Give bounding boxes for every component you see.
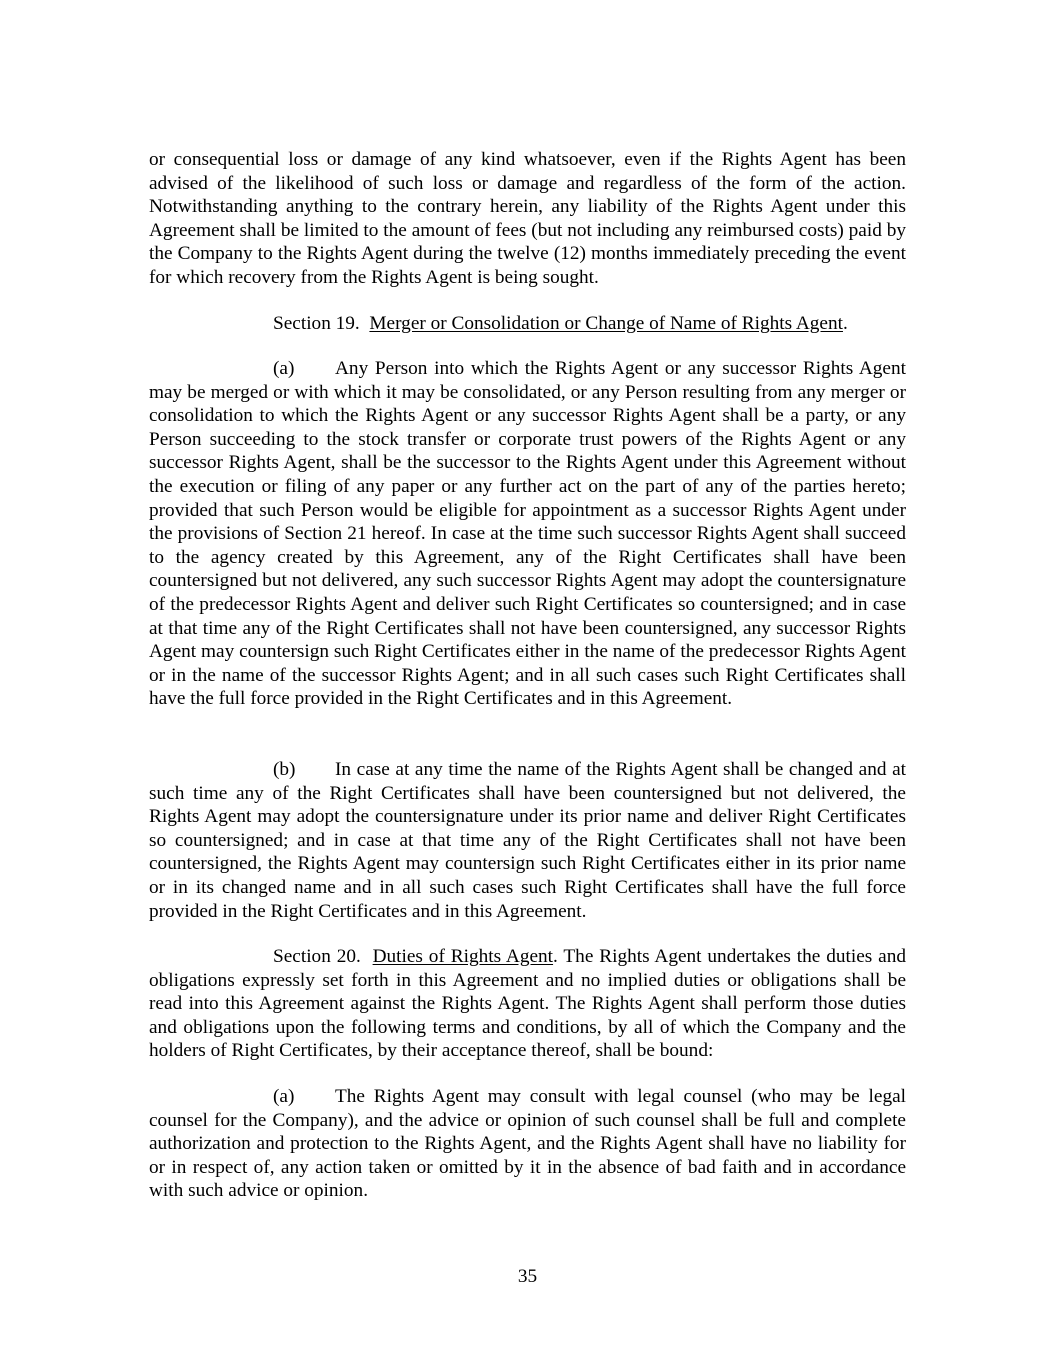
section-19-b-label: (b) (273, 759, 296, 780)
section-20-text: . The Rights Agent undertakes the duties and obligations expressly set forth in this Agreement and no implied duties or obligations shall be read into this Agreement against the Rights Agent. The Rights Agent shall perform those duties and obligations upon the following terms and conditions, by all of which the Company and the holders of Right Certificates, by their acceptance thereof, shall be bound: (149, 946, 907, 1062)
section-19-a-label: (a) (273, 358, 295, 379)
intro-paragraph: or consequential loss or damage of any kind whatsoever, even if the Rights Agent has been advised of the likelihood of such loss or damage and regardless of the form of the action. Notwithstanding anything to the contrary herein, any liability of the Rights Agent under this Agreement shall be limited to the amount of fees (but not including any reimbursed costs) paid by the Company to the Rights Agent during the twelve (12) months immediately preceding the event for which recovery from the Rights Agent is being sought. (149, 149, 906, 288)
page-number: 35 (517, 1266, 538, 1287)
section-19-title: Merger or Consolidation or Change of Name of Rights Agent (369, 313, 843, 334)
section-19-a-text: Any Person into which the Rights Agent or any successor Rights Agent may be merged or with which it may be consolidated, or any Person resulting from any merger or consolidation to which the Rights Agent or any successor Rights Agent shall be a party, or any Person succeeding to the stock transfer or corporate trust powers of the Rights Agent or any successor Rights Agent, shall be the successor to the Rights Agent under this Agreement without the execution or filing of any paper or any further act on the part of any of the parties hereto; provided that such Person would be eligible for appointment as a successor Rights Agent under the provisions of Section 21 hereof. In case at the time such successor Rights Agent shall succeed to the agency created by this Agreement, any of the Right Certificates shall have been countersigned but not delivered, any such successor Rights Agent may adopt the countersignature of the predecessor Rights Agent and deliver such Right Certificates so countersigned; and in case at that time any of the Right Certificates shall not have been countersigned, any successor Rights Agent may countersign such Right Certificates either in the name of the predecessor Rights Agent or in the name of the successor Rights Agent; and in all such cases such Right Certificates shall have the full force provided in the Right Certificates and in this Agreement. (149, 358, 906, 710)
section-20-a-label: (a) (273, 1086, 295, 1107)
section-20-a-text: The Rights Agent may consult with legal counsel (who may be legal counsel for the Company), and the advice or opinion of such counsel shall be full and complete authorization and protection to the Rights Agent, and the Rights Agent shall have no liability for or in respect of, any action taken or omitted by it in the absence of bad faith and in accordance with such advice or opinion. (149, 1086, 906, 1202)
section-19-trailing: . (842, 313, 848, 334)
section-19-number: Section 19. (273, 313, 360, 334)
section-20-paragraph (149, 945, 906, 1063)
section-20-number: Section 20. (273, 946, 361, 967)
section-19-b-text: In case at any time the name of the Rights Agent shall be changed and at such time any of the Right Certificates shall have been countersigned but not delivered, the Rights Agent may adopt the countersignature under its prior name and deliver Right Certificates so countersigned; and in case at that time any of the Right Certificates shall not have been countersigned, the Rights Agent may countersign such Right Certificates either in its prior name or in its changed name and in all such cases such Right Certificates shall have the full force provided in the Right Certificates and in this Agreement. (149, 759, 906, 922)
section-19-paragraph-b (149, 758, 906, 923)
section-20-paragraph-a (149, 1085, 906, 1203)
section-20-title: Duties of Rights Agent (372, 946, 554, 967)
section-19-paragraph-a (149, 357, 906, 711)
section-19-heading (149, 312, 906, 336)
